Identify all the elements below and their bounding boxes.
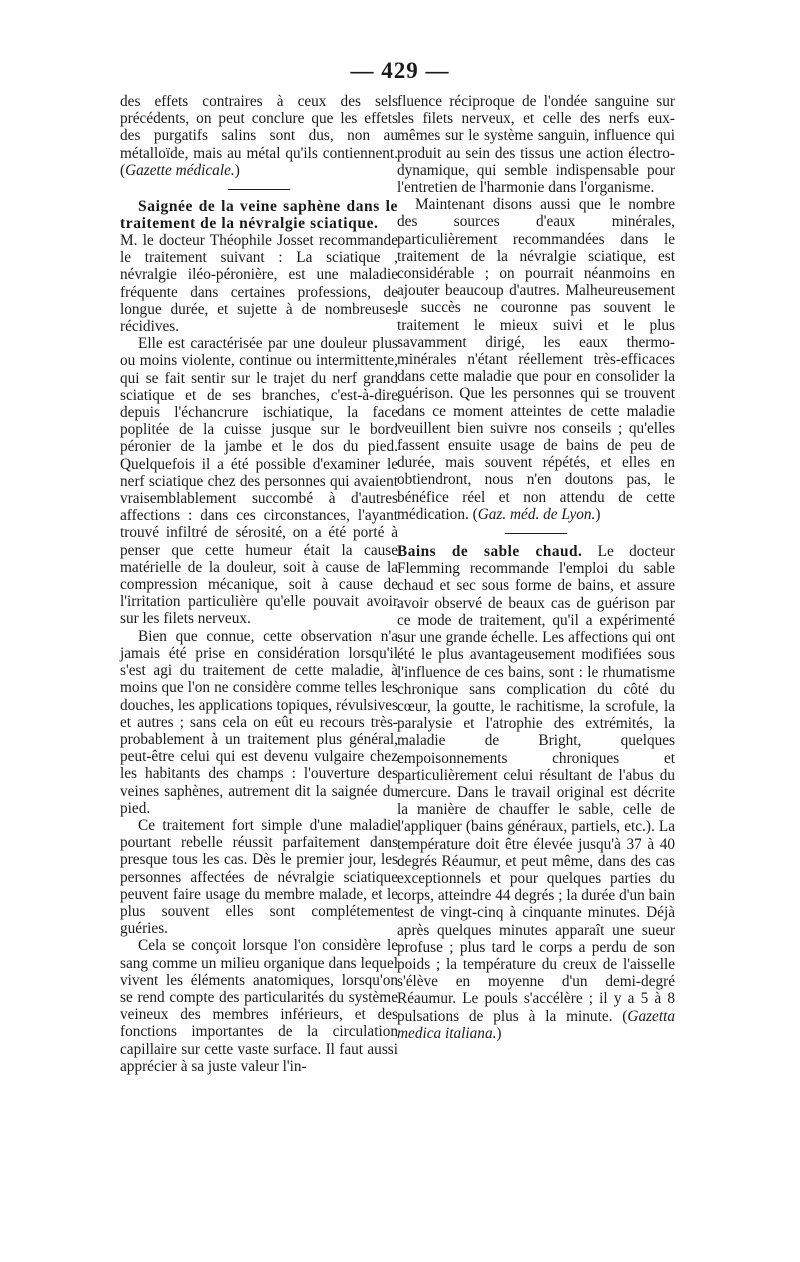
source-citation: Gaz. méd. de Lyon. — [477, 505, 596, 523]
source-citation: Gazetta medica italiana. — [397, 1007, 675, 1042]
paragraph: Ce traitement fort simple d'une maladie pourtant rebelle réussit parfaitement dans presque tous les cas. Dès le premier jour, les personnes affectées de névralgie sciatique peuvent faire usage du membre malade, et le plus souvent elles sont complétement guéries. — [120, 816, 398, 938]
paragraph — [397, 196, 675, 523]
section-divider — [228, 189, 290, 190]
paragraph: Elle est caractérisée par une douleur plus ou moins violente, continue ou intermittente, qui se fait sentir sur le trajet du nerf grand sciatique et de ses branches, c'est-à-dire depuis l'échancrure ischiatique, la face poplitée de la cuisse jusque sur le bord péronier de la jambe et le dos du pied. Quelquefois il a été possible d'examiner le nerf sciatique chez des personnes qui avaient vraisemblablement succombé à d'autres affections : dans ces circonstances, l'ayant trouvé infiltré de sérosité, on a été porté à penser que cette humeur était la cause matérielle de la douleur, soit à cause de la compression mécanique, soit à cause de l'irritation particulière qu'elle pouvait avoir sur les filets nerveux. — [120, 335, 398, 628]
source-citation: Gazette médicale. — [125, 161, 235, 179]
section-heading: Saignée de la veine saphène dans le traitement de la névralgie sciatique. — [120, 198, 398, 232]
page-number: — 429 — — [350, 58, 450, 83]
closing-paren: ) — [234, 161, 240, 179]
right-column — [397, 93, 675, 1042]
closing-paren: ) — [595, 505, 601, 523]
paragraph — [397, 543, 675, 1042]
section-divider — [505, 533, 567, 534]
paragraph: Bien que connue, cette observation n'a jamais été prise en considération lorsqu'il s'est agi du traitement de cette maladie, à moins que l'on ne considère comme telles les douches, les applications topiques, révulsives et autres ; sans cela on eût eu recours très-probablement à un traitement plus général, peut-être celui qui est devenu vulgaire chez les habitants des champs : l'ouverture des veines saphènes, autrement dit la saignée du pied. — [120, 627, 398, 817]
paragraph — [120, 93, 398, 179]
closing-paren: ) — [496, 1024, 502, 1042]
left-column — [120, 93, 398, 1075]
paragraph: M. le docteur Théophile Josset recommande le traitement suivant : La sciatique , névralgie iléo-péronière, est une maladie fréquente dans certaines professions, de longue durée, et sujette à de nombreuses récidives. — [120, 232, 398, 336]
paragraph-text: des effets contraires à ceux des sels précédents, on peut conclure que les effets des purgatifs salins sont dus, non au métalloïde, mais au métal qu'ils contiennent. ( — [120, 93, 398, 179]
section-heading: Bains de sable chaud. — [397, 543, 583, 561]
paragraph-text: Le docteur Flemming recommande l'emploi du sable chaud et sec sous forme de bains, et assure avoir observé de beaux cas de guérison par ce mode de traitement, qu'il a expérimenté sur une grande échelle. Les affections qui ont été le plus avantageusement modifiées sous l'influence de ces bains, sont : le rhumatisme chronique sans complication du côté du cœur, la goutte, le rachitisme, la scrofule, la paralysie et l'atrophie des extrémités, la maladie de Bright, quelques empoisonnements chroniques et particulièrement celui résultant de l'abus du mercure. Dans le travail original est décrite la manière de chauffer le sable, celle de l'appliquer (bains généraux, partiels, etc.). La température doit être élevée jusqu'à 37 à 40 degrés Réaumur, et peut même, dans des cas exceptionnels et pour quelques parties du corps, atteindre 44 degrés ; la durée d'un bain est de vingt-cinq à cinquante minutes. Déjà après quelques minutes apparaît une sueur profuse ; plus tard le corps a perdu de son poids ; la température du creux de l'aisselle s'élève en moyenne d'un demi-degré Réaumur. Le pouls s'accélère ; il y a 5 à 8 pulsations de plus à la minute. ( — [397, 543, 675, 1025]
paragraph: Cela se conçoit lorsque l'on considère le sang comme un milieu organique dans lequel vivent les éléments anatomiques, lorsqu'on se rend compte des particularités du système veineux des membres inférieurs, et des fonctions importantes de la circulation capillaire sur cette vaste surface. Il faut aussi apprécier à sa juste valeur l'in- — [120, 937, 398, 1075]
paragraph: fluence réciproque de l'ondée sanguine sur les filets nerveux, et celle des nerfs eux-mêmes sur le système sanguin, influence qui produit au sein des tissus une action électro-dynamique, qui semble indispensable pour l'entretien de l'harmonie dans l'organisme. — [397, 93, 675, 197]
paragraph-text: Maintenant disons aussi que le nombre des sources d'eaux minérales, particulièrement recommandées dans le traitement de la névralgie sciatique, est considérable ; on pourrait néanmoins en ajouter beaucoup d'autres. Malheureusement le succès ne couronne pas souvent le traitement le mieux suivi et le plus savamment dirigé, les eaux thermo-minérales n'étant réellement très-efficaces dans cette maladie que pour en consolider la guérison. Que les personnes qui se trouvent dans ce moment atteintes de cette maladie veuillent bien suivre nos conseils ; qu'elles fassent ensuite usage de bains de peu de durée, mais souvent répétés, et elles en obtiendront, nous n'en doutons pas, le bénéfice réel et non attendu de cette médication. ( — [397, 196, 675, 523]
